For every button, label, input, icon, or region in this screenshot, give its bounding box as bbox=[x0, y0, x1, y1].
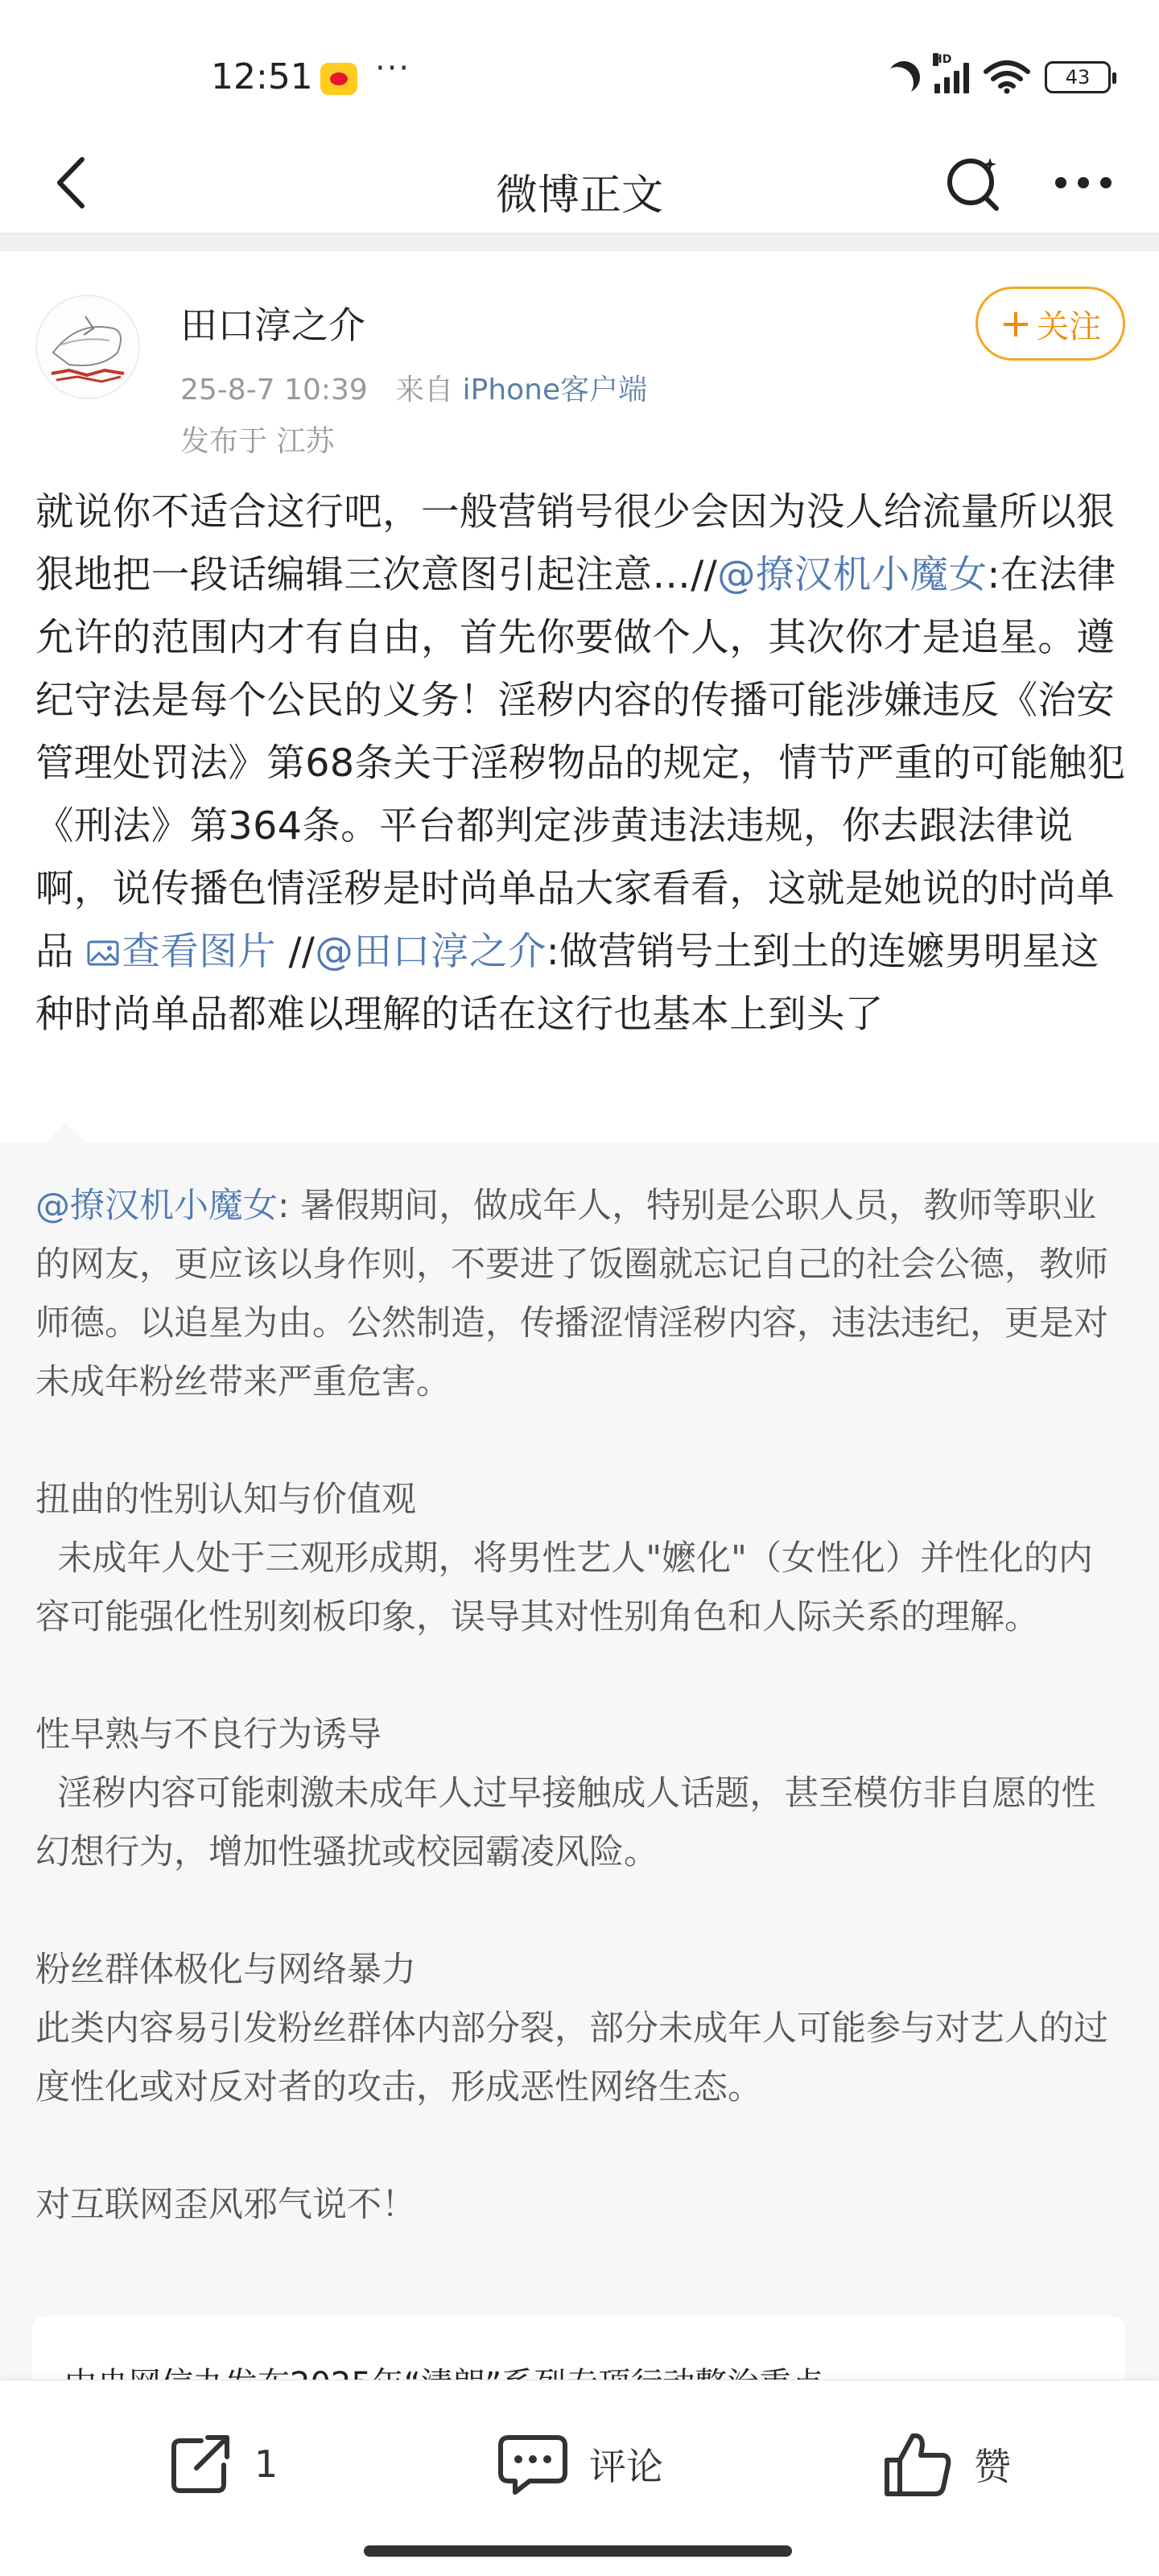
status-icons bbox=[888, 53, 1111, 97]
page-title: 微博正文 bbox=[495, 171, 663, 220]
author-avatar[interactable] bbox=[35, 295, 140, 399]
post-text-part4: :做营销号土到土的连嬷男明星这种时尚单品都难以理解的话在这行也基本上到头了 bbox=[35, 930, 1099, 1037]
share-icon bbox=[164, 2428, 237, 2500]
avatar-image bbox=[37, 296, 140, 399]
post-body bbox=[35, 481, 1127, 1046]
view-image-label: 查看图片 bbox=[122, 930, 277, 974]
repost-closing: 对互联网歪风邪气说不！ bbox=[35, 2185, 416, 2225]
repost-heading-2: 性早熟与不良行为诱导 bbox=[35, 1715, 382, 1755]
comment-icon bbox=[494, 2428, 571, 2500]
image-icon bbox=[86, 939, 120, 968]
mention-link[interactable]: @撩汉机小魔女 bbox=[717, 553, 988, 597]
follow-label: 关注 bbox=[1037, 308, 1102, 345]
repost-heading-1: 扭曲的性别认知与价值观 bbox=[35, 1480, 416, 1520]
repost-body bbox=[35, 1177, 1127, 2235]
like-label: 赞 bbox=[974, 2445, 1011, 2488]
status-bar bbox=[0, 0, 1159, 137]
weibo-notification-icon bbox=[320, 63, 357, 95]
more-button[interactable] bbox=[1043, 147, 1124, 219]
repost-intro: : 暑假期间，做成年人，特别是公职人员，教师等职业的网友，更应该以身作则，不要进了饭圈就忘记自己的社会公德，教师师德。以追星为由。公然制造，传播涩情淫秽内容，违法违纪，更是对未成年粉丝带来严重危害。 bbox=[35, 1186, 1108, 1402]
post-text-part3: // bbox=[276, 930, 316, 974]
follow-button[interactable] bbox=[975, 287, 1125, 361]
search-button[interactable] bbox=[937, 147, 1009, 219]
home-indicator[interactable] bbox=[364, 2545, 792, 2557]
post-location: 发布于 江苏 bbox=[180, 425, 335, 458]
repost-button[interactable] bbox=[164, 2425, 278, 2503]
more-horizontal-icon bbox=[1043, 147, 1124, 219]
view-image-link[interactable] bbox=[86, 930, 276, 974]
repost-count: 1 bbox=[254, 2442, 278, 2486]
status-time: 12:51 bbox=[211, 56, 313, 97]
repost-heading-3: 粉丝群体极化与网络暴力 bbox=[35, 1950, 416, 1990]
comment-label: 评论 bbox=[589, 2445, 663, 2488]
post-date: 25-8-7 10:39 bbox=[180, 374, 368, 407]
author-name[interactable]: 田口淳之介 bbox=[180, 303, 365, 347]
post-text-part1: 就说你不适合这行吧，一般营销号很少会因为没人给流量所以狠狠地把一段话编辑三次意图引起注意…// bbox=[35, 490, 1116, 597]
network-type: HD bbox=[933, 53, 952, 66]
search-icon bbox=[937, 147, 1009, 219]
do-not-disturb-icon bbox=[883, 56, 924, 97]
post-text-part2: :在法律允许的范围内才有自由，首先你要做个人，其次你才是追星。遵纪守法是每个公民的义务！淫秽内容的传播可能涉嫌违反《治安管理处罚法》第68条关于淫秽物品的规定，情节严重的可能触犯《刑法》第364条。平台都判定涉黄违法违规，你去跟法律说啊，说传播色情淫秽是时尚单品大家看看，这就是她说的时尚单品 bbox=[35, 553, 1126, 974]
post-meta bbox=[180, 367, 647, 408]
thumbs-up-icon bbox=[879, 2428, 956, 2500]
more-notifications-icon: ··· bbox=[375, 50, 411, 87]
plus-icon: + bbox=[999, 301, 1033, 346]
signal-icon bbox=[933, 53, 969, 93]
repost-paragraph-1: 未成年人处于三观形成期，将男性艺人"嬷化"（女性化）并性化的内容可能强化性别刻板印象，误导其对性别角色和人际关系的理解。 bbox=[35, 1538, 1093, 1637]
nav-header bbox=[0, 137, 1159, 233]
wifi-icon bbox=[984, 60, 1030, 94]
repost-paragraph-3: 此类内容易引发粉丝群体内部分裂，部分未成年人可能参与对艺人的过度性化或对反对者的攻击，形成恶性网络生态。 bbox=[35, 2008, 1108, 2107]
post-source[interactable]: iPhone客户端 bbox=[462, 374, 648, 407]
mention-link-author[interactable]: @田口淳之介 bbox=[315, 930, 547, 974]
header-separator bbox=[0, 233, 1159, 251]
repost-paragraph-2: 淫秽内容可能刺激未成年人过早接触成人话题，甚至模仿非自愿的性幻想行为，增加性骚扰或校园霸凌风险。 bbox=[35, 1773, 1096, 1872]
source-prefix: 来自 bbox=[395, 374, 454, 407]
repost-mention[interactable]: @撩汉机小魔女 bbox=[35, 1186, 278, 1226]
comment-button[interactable] bbox=[494, 2425, 663, 2503]
like-button[interactable] bbox=[879, 2425, 1011, 2503]
battery-icon bbox=[1045, 61, 1111, 93]
battery-level: 43 bbox=[1065, 66, 1091, 89]
